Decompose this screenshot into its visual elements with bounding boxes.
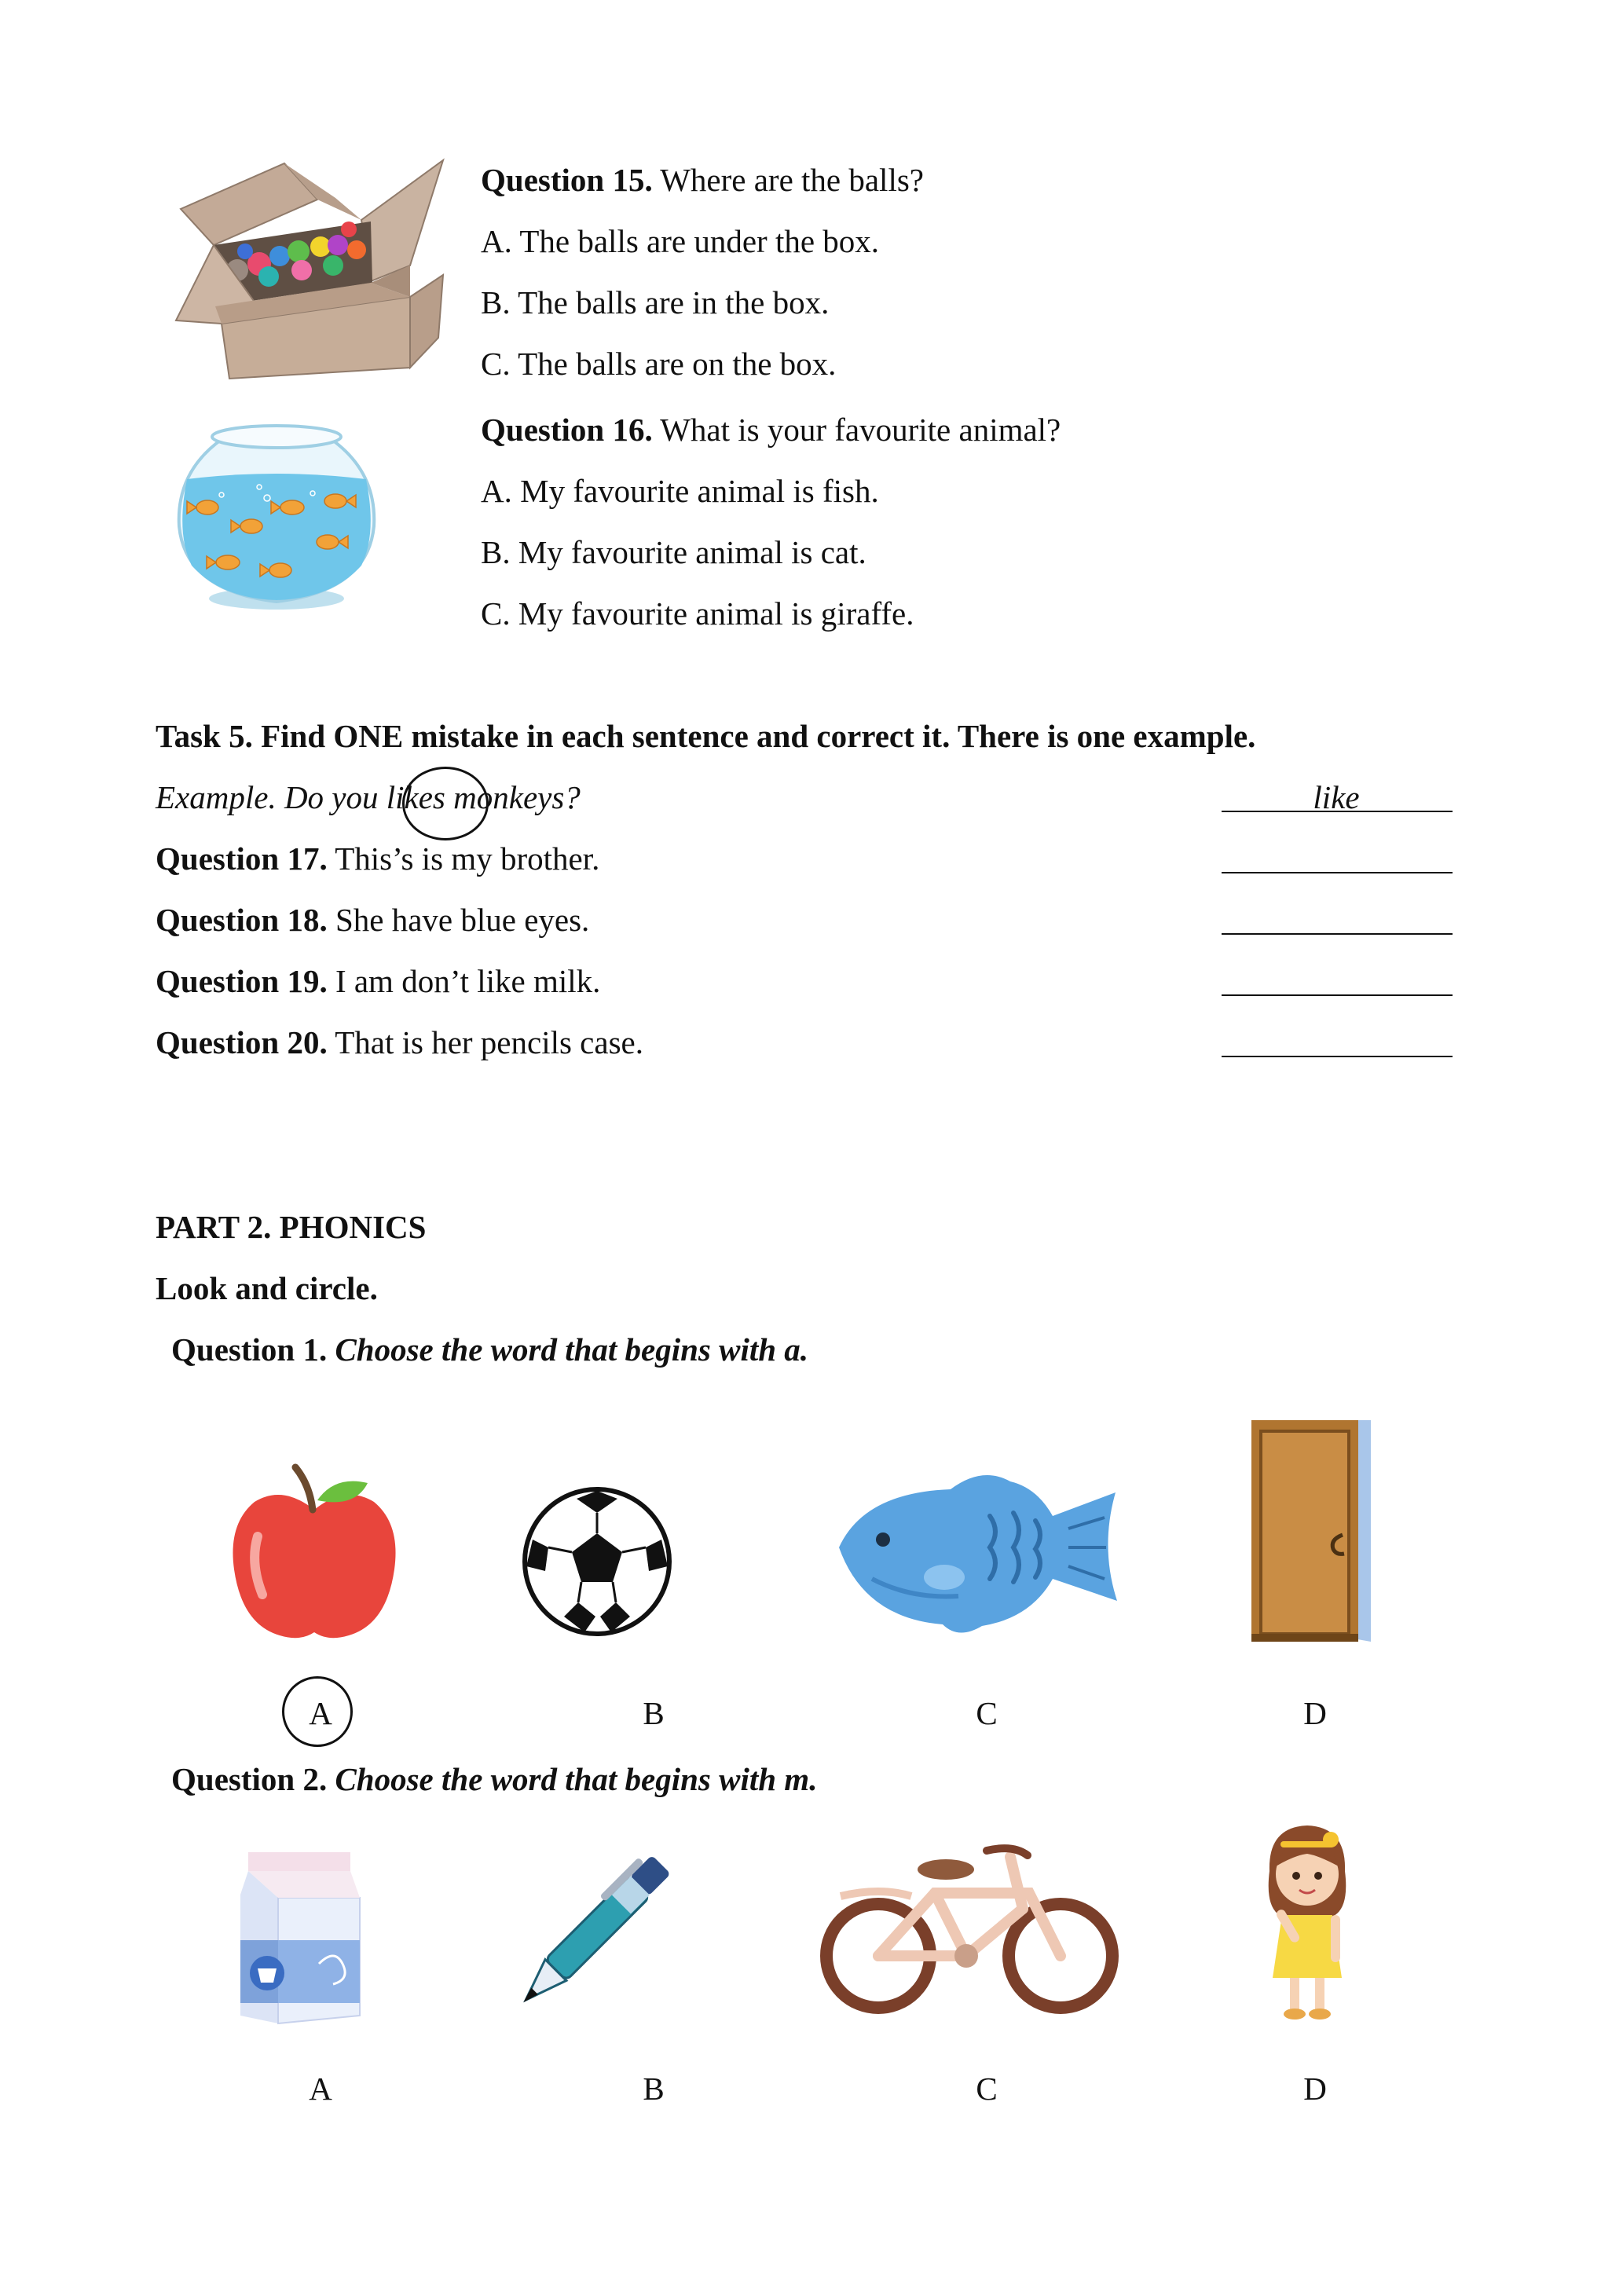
q16-option-a[interactable]: A. My favourite animal is fish. [481,473,879,509]
q18-answer-blank[interactable] [1222,933,1453,935]
q20-text: That is her pencils case. [335,1024,643,1060]
pen-icon [503,1846,680,2023]
q18-number: Question 18. [156,902,328,938]
q16-option-c[interactable]: C. My favourite animal is giraffe. [481,595,914,632]
phonics-q1-option-a[interactable]: A [309,1695,332,1731]
soccer-ball-icon [520,1485,674,1639]
q20-number: Question 20. [156,1024,328,1060]
bicycle-icon [817,1838,1125,2019]
phonics-q2-option-d[interactable]: D [1303,2071,1327,2107]
q17-number: Question 17. [156,840,328,877]
q19-line [156,961,600,1001]
q19-text: I am don’t like milk. [335,963,601,999]
q18-line [156,900,589,939]
q19-answer-blank[interactable] [1222,994,1453,996]
phonics-q1-option-c[interactable]: C [976,1695,998,1731]
phonics-q1-prompt: Choose the word that begins with a. [335,1331,809,1368]
q15-option-b[interactable]: B. The balls are in the box. [481,284,830,320]
girl-icon [1254,1822,1360,2027]
phonics-q1-answer-circle [282,1676,353,1747]
phonics-q2-option-a[interactable]: A [309,2071,332,2107]
example-answer-line [1222,811,1453,812]
apple-icon [228,1461,401,1642]
q16-option-b[interactable]: B. My favourite animal is cat. [481,534,866,570]
phonics-q1-option-b[interactable]: B [643,1695,665,1731]
q17-answer-blank[interactable] [1222,872,1453,873]
part2-heading: PART 2. PHONICS [156,1209,427,1245]
milk-carton-icon [233,1846,368,2025]
fish-icon [833,1461,1123,1642]
q15-option-a[interactable]: A. The balls are under the box. [481,223,880,259]
phonics-q1-number: Question 1. [171,1331,328,1368]
q17-text: This’s is my brother. [335,840,600,877]
example-suffix: monkeys? [445,779,581,815]
q20-line [156,1023,643,1062]
phonics-q2-prompt: Choose the word that begins with m. [335,1761,818,1797]
q16-number: Question 16. [481,412,653,448]
phonics-q2-option-b[interactable]: B [643,2071,665,2107]
task5-title: Task 5. Find ONE mistake in each sentence and correct it. There is one example. [156,718,1256,754]
q16-question: What is your favourite animal? [660,412,1061,448]
q17-line [156,839,599,878]
box-of-balls-icon [174,157,445,381]
door-icon [1245,1417,1375,1645]
phonics-q1-option-d[interactable]: D [1303,1695,1327,1731]
example-answer: like [1313,779,1360,815]
q18-text: She have blue eyes. [335,902,590,938]
q20-answer-blank[interactable] [1222,1056,1453,1057]
fishbowl-icon [174,416,380,617]
phonics-q2-number: Question 2. [171,1761,328,1797]
part2-instruction: Look and circle. [156,1270,378,1306]
q16-line [481,410,1061,449]
task5-example [156,778,581,817]
q15-question: Where are the balls? [660,162,924,198]
q15-option-c[interactable]: C. The balls are on the box. [481,346,837,382]
q15-number: Question 15. [481,162,653,198]
q19-number: Question 19. [156,963,328,999]
example-circle-mark [402,767,489,840]
phonics-q2-option-c[interactable]: C [976,2071,998,2107]
example-circled-word: likes [386,779,445,815]
phonics-q1-line [171,1330,808,1369]
phonics-q2-line [171,1760,817,1799]
example-prefix: Example. Do you [156,779,387,815]
q15-line [481,160,924,200]
